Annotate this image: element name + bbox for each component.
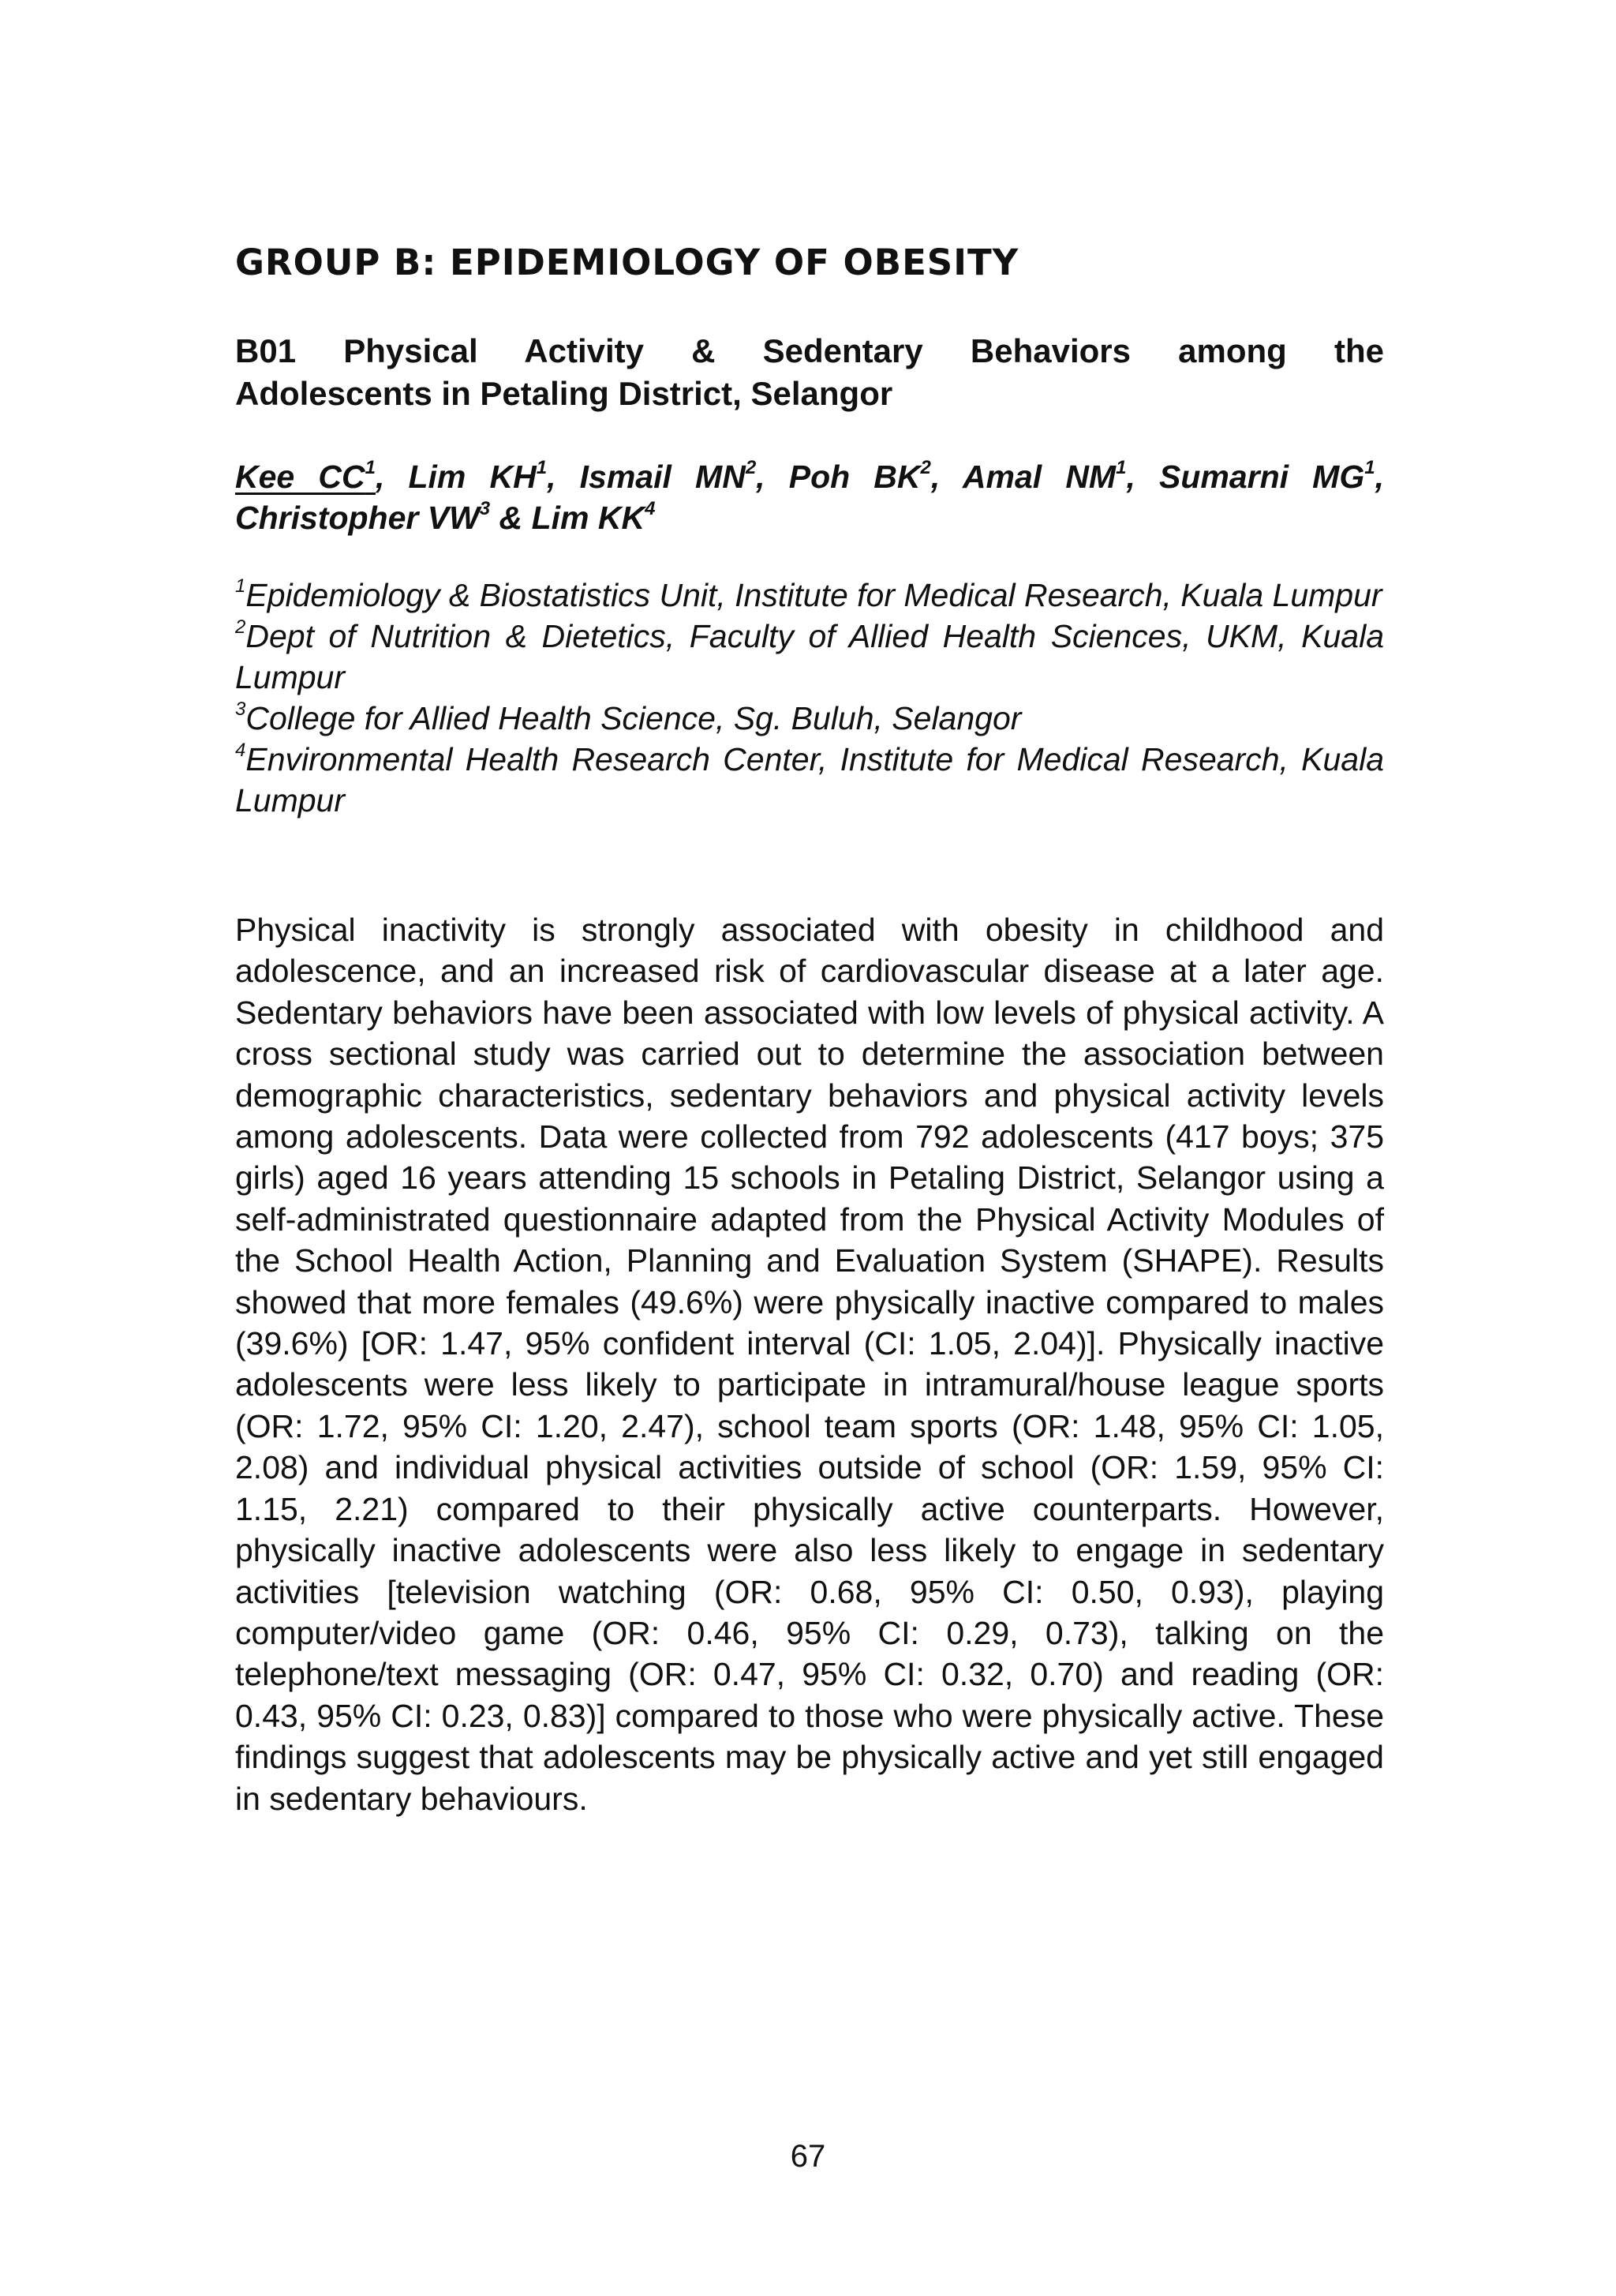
author-affiliation-mark: 1 xyxy=(1116,457,1127,478)
author-separator: , xyxy=(1126,459,1159,495)
author-affiliation-mark: 4 xyxy=(645,498,656,519)
author-separator: , xyxy=(375,459,409,495)
author-name: Ismail MN xyxy=(579,459,746,495)
author-separator: , xyxy=(756,459,789,495)
author-list-line-2 xyxy=(235,500,655,536)
group-heading: GROUP B: EPIDEMIOLOGY OF OBESITY xyxy=(235,242,1019,283)
page-number: 67 xyxy=(790,2139,826,2174)
author-name: Christopher VW xyxy=(235,500,480,536)
affiliation-number: 2 xyxy=(235,616,246,638)
author-separator: , xyxy=(547,459,580,495)
author-affiliation-mark: 3 xyxy=(479,498,491,519)
author-list xyxy=(235,456,1384,538)
abstract-body: Physical inactivity is strongly associated with obesity in childhood and adolescence, and an increased risk of cardiovascular disease at a later age. Sedentary behaviors have been associated with low levels of physical activity. A cross sectional study was carried out to determine the association between demographic characteristics, sedentary behaviors and physical activity levels among adolescents. Data were collected from 792 adolescents (417 boys; 375 girls) aged 16 years attending 15 schools in Petaling District, Selangor using a self-administrated questionnaire adapted from the Physical Activity Modules of the School Health Action, Planning and Evaluation System (SHAPE). Results showed that more females (49.6%) were physically inactive compared to males (39.6%) [OR: 1.47, 95% confident interval (CI: 1.05, 2.04)]. Physically inactive adolescents were less likely to participate in intramural/house league sports (OR: 1.72, 95% CI: 1.20, 2.47), school team sports (OR: 1.48, 95% CI: 1.05, 2.08) and individual physical activities outside of school (OR: 1.59, 95% CI: 1.15, 2.21) compared to their physically active counterparts. However, physically inactive adolescents were also less likely to engage in sedentary activities [television watching (OR: 0.68, 95% CI: 0.50, 0.93), playing computer/video game (OR: 0.46, 95% CI: 0.29, 0.73), talking on the telephone/text messaging (OR: 0.47, 95% CI: 0.32, 0.70) and reading (OR: 0.43, 95% CI: 0.23, 0.83)] compared to those who were physically active. These findings suggest that adolescents may be physically active and yet still engaged in sedentary behaviours. xyxy=(235,912,1384,1817)
author-affiliation-mark: 2 xyxy=(745,457,757,478)
author-name: Sumarni MG xyxy=(1159,459,1365,495)
abstract-title-line-2: Adolescents in Petaling District, Selangor xyxy=(235,375,893,412)
author-affiliation-mark: 1 xyxy=(1364,457,1375,478)
author-name: Poh BK xyxy=(788,459,921,495)
abstract-title-line-1: B01 Physical Activity & Sedentary Behaviors among the xyxy=(235,332,1384,369)
author-list-line-1 xyxy=(235,456,1384,497)
author-name: Lim KH xyxy=(408,459,537,495)
affiliation-number: 3 xyxy=(235,699,246,720)
affiliation-text: Epidemiology & Biostatistics Unit, Institute for Medical Research, Kuala Lumpur xyxy=(245,577,1382,613)
author-name: Lim KK xyxy=(531,500,645,536)
affiliation-item xyxy=(235,698,1384,739)
affiliation-item xyxy=(235,616,1384,698)
author-separator: & xyxy=(490,500,532,536)
affiliation-item xyxy=(235,739,1384,821)
affiliation-item xyxy=(235,575,1384,616)
affiliation-number: 4 xyxy=(235,740,246,761)
author-separator: , xyxy=(1375,459,1384,495)
author-affiliation-mark: 2 xyxy=(920,457,931,478)
affiliation-list xyxy=(235,575,1384,821)
affiliation-text: Environmental Health Research Center, Institute for Medical Research, Kuala Lumpur xyxy=(235,741,1384,818)
abstract-title xyxy=(235,330,1384,415)
author-presenting xyxy=(235,459,376,495)
author-affiliation-mark: 1 xyxy=(536,457,548,478)
affiliation-text: College for Allied Health Science, Sg. Buluh, Selangor xyxy=(245,700,1022,736)
author-affiliation-mark: 1 xyxy=(365,457,376,478)
affiliation-text: Dept of Nutrition & Dietetics, Faculty of Allied Health Sciences, UKM, Kuala Lumpur xyxy=(235,618,1384,695)
author-separator: , xyxy=(930,459,963,495)
author-name: Amal NM xyxy=(962,459,1117,495)
author-name: Kee CC xyxy=(235,459,365,495)
affiliation-number: 1 xyxy=(235,575,246,597)
